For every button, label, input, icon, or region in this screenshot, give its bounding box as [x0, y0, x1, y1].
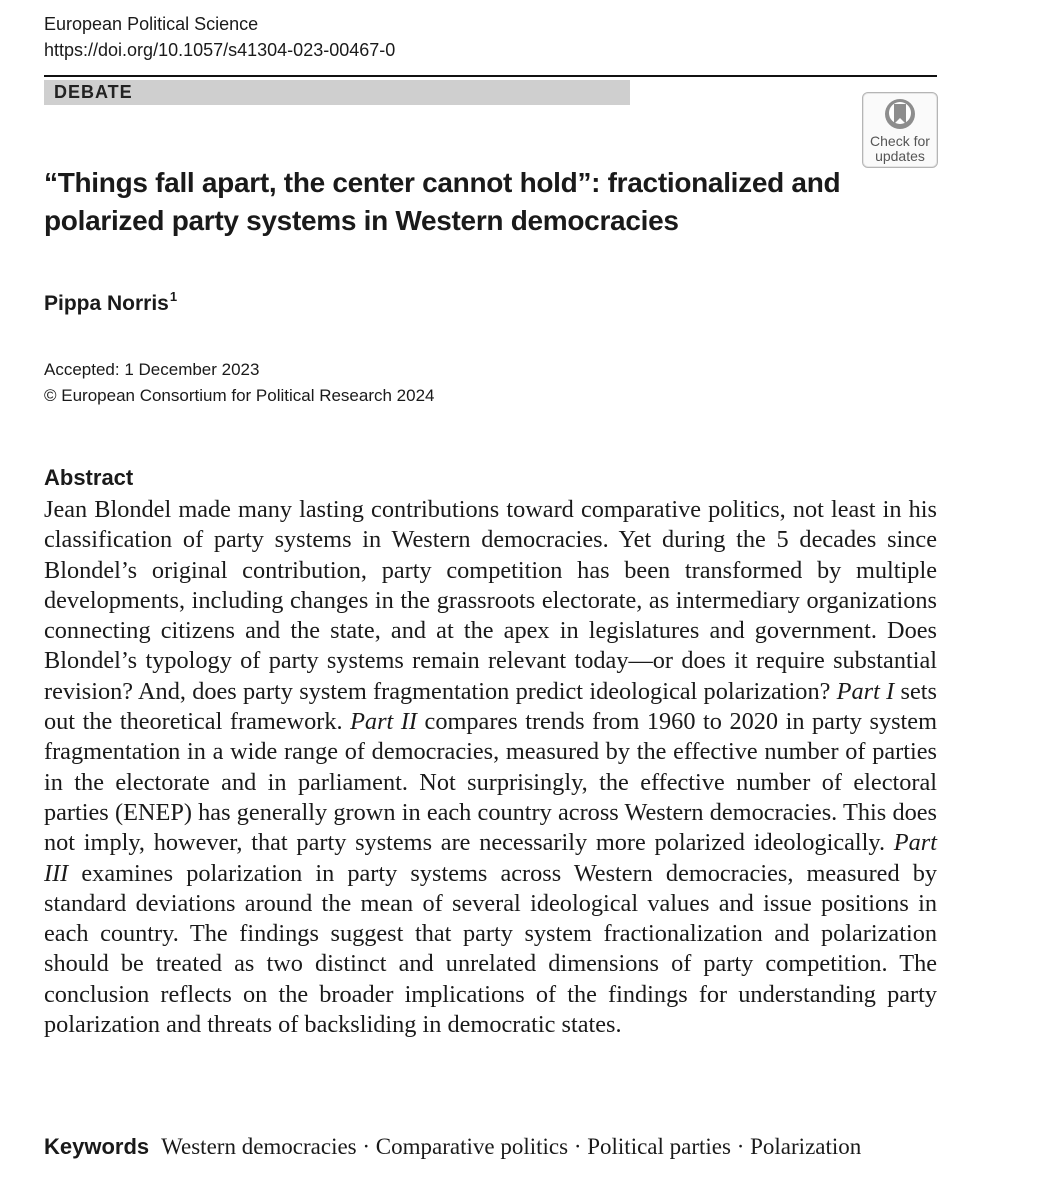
keywords-label: Keywords	[44, 1134, 150, 1159]
section-band	[44, 80, 630, 105]
keyword-item[interactable]: Western democracies	[161, 1134, 357, 1159]
abstract-part-reference: Part I	[836, 677, 895, 705]
keyword-separator: ·	[356, 1134, 376, 1159]
abstract-text: Jean Blondel made many lasting contributions toward comparative politics, not least in his classification of party systems in Western democracies. Yet during the 5 decades since Blondel’s original contribution, party competition has been transformed by multiple developments, including changes in the grassroots electorate, as intermediary organizations connecting citizens and the state, and at the apex in legislatures and government. Does Blondel’s typology of party systems remain relevant today—or does it require substantial revision? And, does party system fragmentation predict ideological polarization?	[44, 496, 937, 705]
badge-line-1: Check for	[870, 133, 930, 149]
abstract-text: compares trends from 1960 to 2020 in party system fragmentation in a wide range of democracies, measured by the effective number of parties in the electorate and in parliament. Not surprisingly, the effective number of electoral parties (ENEP) has generally grown in each country across Western democracies. This does not imply, however, that party systems are necessarily more polarized ideologically.	[44, 708, 937, 857]
accepted-date: Accepted: 1 December 2023	[44, 360, 260, 379]
article-title: “Things fall apart, the center cannot hold”: fractionalized and polarized party systems in Western democracies	[44, 167, 841, 236]
keyword-item[interactable]: Political parties	[587, 1134, 731, 1159]
abstract-part-reference: Part II	[350, 708, 418, 736]
keyword-separator: ·	[730, 1134, 751, 1159]
check-for-updates-badge[interactable]	[862, 92, 938, 168]
bookmark-check-icon	[883, 97, 917, 133]
author-name[interactable]: Pippa Norris	[44, 292, 169, 315]
author-line	[44, 283, 177, 318]
abstract-text: sets out the theoretical framework.	[44, 677, 937, 736]
keyword-separator: ·	[568, 1134, 588, 1159]
keywords-list	[161, 1134, 861, 1159]
doi-link[interactable]: https://doi.org/10.1057/s41304-023-00467-0	[44, 40, 396, 60]
keywords-line	[44, 1131, 937, 1163]
keyword-item[interactable]: Comparative politics	[375, 1134, 569, 1159]
journal-name: European Political Science	[44, 14, 259, 34]
section-label: DEBATE	[54, 82, 133, 102]
header-rule	[44, 75, 937, 77]
abstract-heading: Abstract	[44, 465, 134, 490]
badge-text	[863, 134, 937, 164]
copyright-notice: © European Consortium for Political Research 2024	[44, 386, 435, 405]
keyword-item[interactable]: Polarization	[750, 1134, 862, 1159]
abstract-text: examines polarization in party systems across Western democracies, measured by standard deviations around the mean of several ideological values and issue positions in each country. The findings suggest that party system fractionalization and polarization should be treated as two distinct and unrelated dimensions of party competition. The conclusion reflects on the broader implications of the findings for understanding party polarization and threats of backsliding in democratic states.	[44, 859, 937, 1039]
abstract-part-reference: Part III	[44, 829, 937, 887]
author-affiliation-mark[interactable]: 1	[169, 289, 178, 304]
badge-line-2: updates	[875, 148, 925, 164]
abstract-body	[44, 495, 937, 1040]
